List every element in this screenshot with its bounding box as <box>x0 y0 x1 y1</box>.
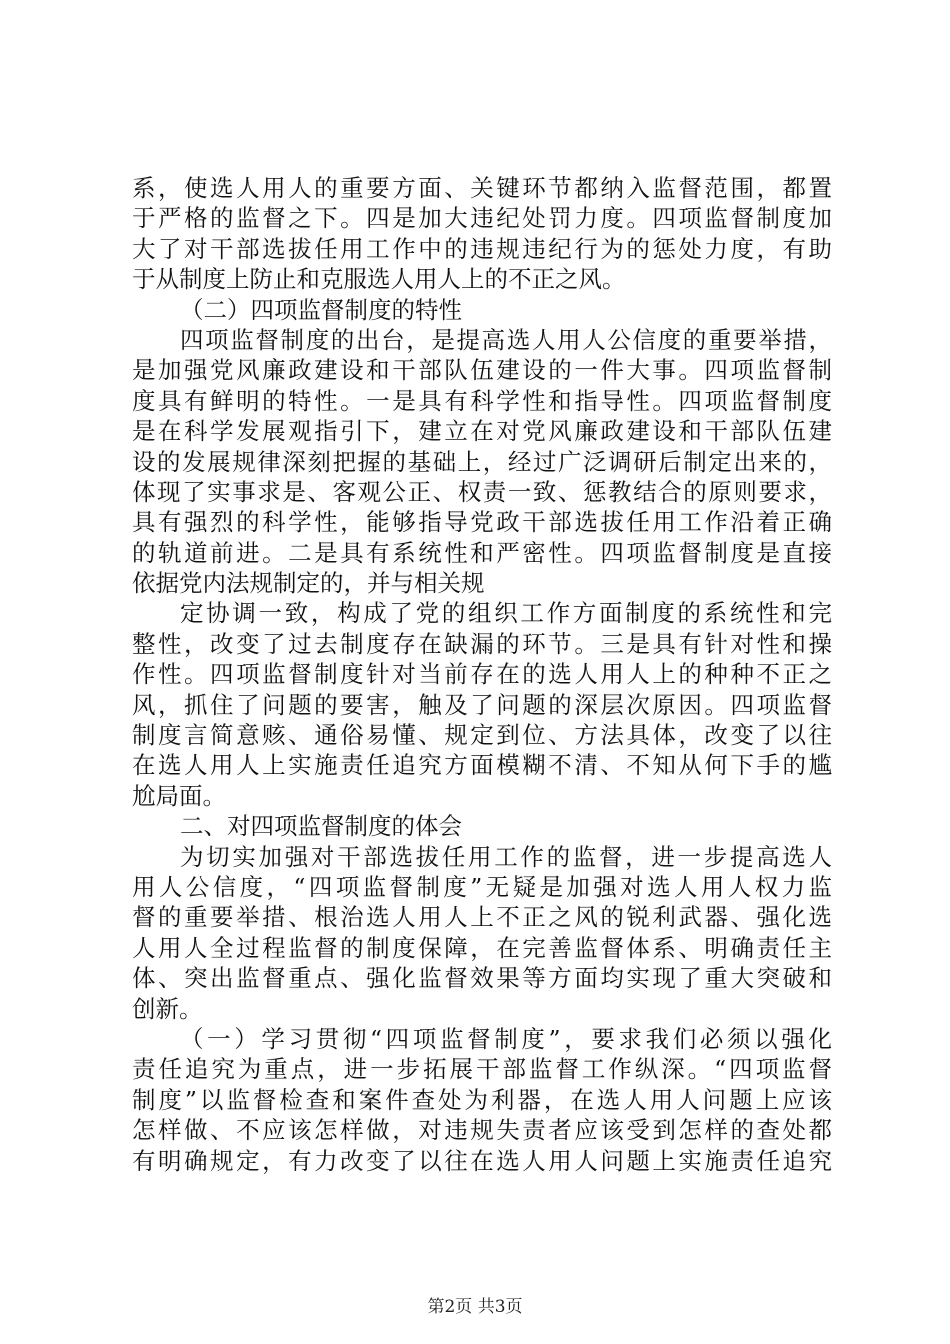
text-line: 体、突出监督重点、强化监督效果等方面均实现了重大突破和 <box>132 964 832 993</box>
text-line: 在选人用人上实施责任追究方面模糊不清、不知从何下手的尴 <box>132 751 832 780</box>
text-line: 度具有鲜明的特性。一是具有科学性和指导性。四项监督制度 <box>132 386 832 415</box>
text-line: 具有强烈的科学性，能够指导党政干部选拔任用工作沿着正确 <box>132 508 832 537</box>
text-line: 用人公信度，“四项监督制度”无疑是加强对选人用人权力监 <box>132 872 832 901</box>
text-line: （二）四项监督制度的特性 <box>180 295 462 324</box>
text-line: 有明确规定，有力改变了以往在选人用人问题上实施责任追究 <box>132 1146 832 1175</box>
text-line: 制度”以监督检查和案件查处为利器，在选人用人问题上应该 <box>132 1085 832 1114</box>
text-line: 系，使选人用人的重要方面、关键环节都纳入监督范围，都置 <box>132 174 832 202</box>
text-line: 风，抓住了问题的要害，触及了问题的深层次原因。四项监督 <box>132 690 832 719</box>
text-line: 人用人全过程监督的制度保障，在完善监督体系、明确责任主 <box>132 933 832 962</box>
text-line: （一）学习贯彻“四项监督制度”，要求我们必须以强化 <box>180 1024 832 1053</box>
text-line: 是在科学发展观指引下，建立在对党风廉政建设和干部队伍建 <box>132 417 832 446</box>
text-line: 是加强党风廉政建设和干部队伍建设的一件大事。四项监督制 <box>132 356 832 385</box>
text-line: 于严格的监督之下。四是加大违纪处罚力度。四项监督制度加 <box>132 204 832 233</box>
text-line: 尬局面。 <box>132 781 226 810</box>
document-body <box>132 173 832 1176</box>
text-line: 设的发展规律深刻把握的基础上，经过广泛调研后制定出来的， <box>132 447 832 476</box>
text-line: 创新。 <box>132 994 203 1023</box>
text-line: 四项监督制度的出台，是提高选人用人公信度的重要举措， <box>180 325 832 354</box>
text-line: 大了对干部选拔任用工作中的违规违纪行为的惩处力度，有助 <box>132 234 832 263</box>
page-footer: 第2页 共3页 <box>427 1297 523 1317</box>
text-line: 的轨道前进。二是具有系统性和严密性。四项监督制度是直接 <box>132 538 832 567</box>
text-line: 督的重要举措、根治选人用人上不正之风的锐利武器、强化选 <box>132 903 832 932</box>
text-line: 定协调一致，构成了党的组织工作方面制度的系统性和完 <box>180 599 832 628</box>
text-line: 为切实加强对干部选拔任用工作的监督，进一步提高选人 <box>180 842 832 871</box>
text-line: 于从制度上防止和克服选人用人上的不正之风。 <box>132 265 626 294</box>
text-line: 二、对四项监督制度的体会 <box>180 812 462 841</box>
text-line: 责任追究为重点，进一步拓展干部监督工作纵深。“四项监督 <box>132 1055 832 1084</box>
text-line: 体现了实事求是、客观公正、权责一致、惩教结合的原则要求， <box>132 477 832 506</box>
text-line: 怎样做、不应该怎样做，对违规失责者应该受到怎样的查处都 <box>132 1116 832 1145</box>
text-line: 整性，改变了过去制度存在缺漏的环节。三是具有针对性和操 <box>132 629 832 658</box>
text-line: 制度言简意赅、通俗易懂、规定到位、方法具体，改变了以往 <box>132 721 832 750</box>
text-line: 作性。四项监督制度针对当前存在的选人用人上的种种不正之 <box>132 660 832 689</box>
text-line: 依据党内法规制定的，并与相关规 <box>132 569 485 598</box>
